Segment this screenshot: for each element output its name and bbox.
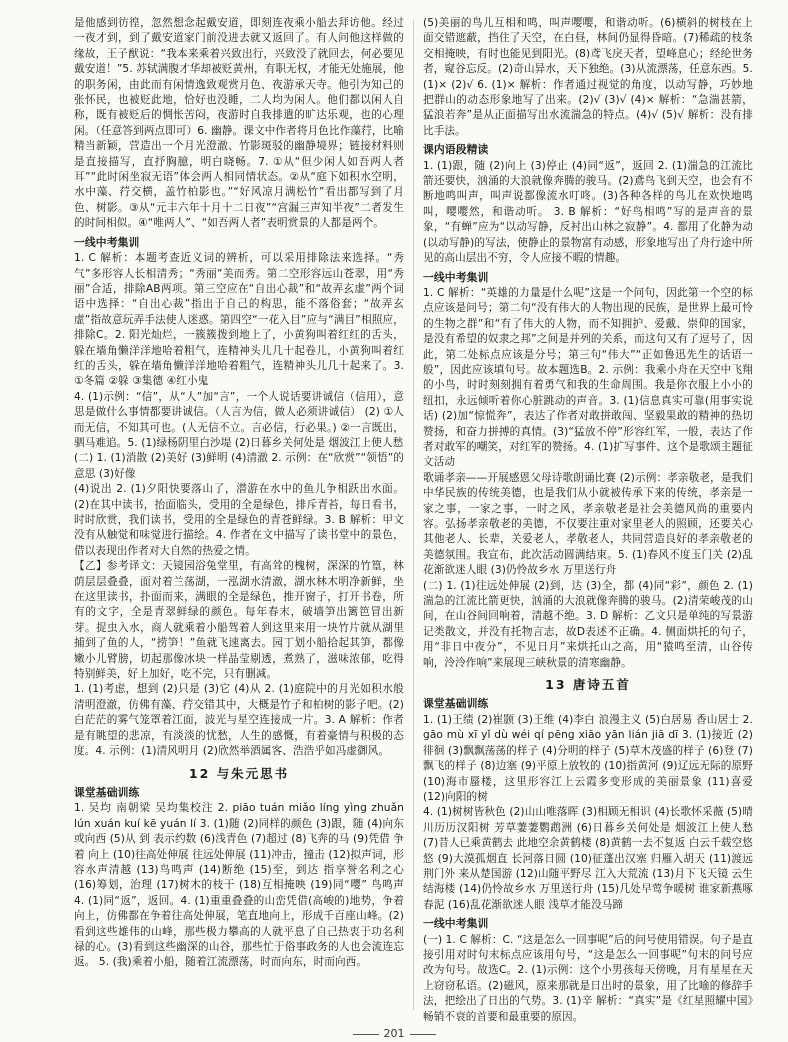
page-number: 201 xyxy=(383,1027,405,1040)
column-divider xyxy=(413,20,414,1010)
paragraph: 1. C 解析：本题考查近义词的辨析，可以采用排除法来选择。“秀气”多形容人长相清秀；“秀丽”美而秀。第二空形容远山苍翠，用“秀丽”合适，排除AB两项。第三空应在“自出心裁”和“故弄玄虚”两个词语中选择：“自出心裁”指出于自己的构思，能不落俗套；“故弄玄虚”指故意玩弄手法使人迷惑。第四空“一花入目”应与“满目”相照应，排除C。2. 阳光灿烂，一簇簇拨到地上了，小黄狗叫着红红的舌头，躲在墙角懒洋洋地哈着粗气，连精神头儿几十起卷儿，小黄狗叫着红红的舌头，躲在墙角懒洋洋地哈着粗气，连精神头儿几十起来了。3. ①冬篇 ②躲 ③集德 ④红小鬼 xyxy=(74,252,404,388)
page-number-footer xyxy=(0,1027,788,1040)
paragraph: 1. C 解析：“英雄的力量是什么呢”这是一个问句，因此第一个空的标点应该是问号；第二句“没有伟大的人物出现的民族，是世界上最可怜的生物之群”和“有了伟大的人物，而不知拥护、爱戴、崇仰的国家，是没有希望的奴隶之邦”之间是并列的关系，而这句又有了逗号了，因此，第二处标点应该是分号；第三句“伟大”“正如鲁迅先生的话语一般”，因此应该填句号。故本题选B。2. 示例：我乘小舟在天空中飞翔的小鸟，时时刻刻拥有着勇气和我的生命周围。我是你衣服上小小的纽扣，永远倾听着你心脏跳动的声音。3. (1)信息真实可靠(用事实说话) (2)加“惊慌奔”，表达了作者对敢拼敢闯、坚毅果敢的精神的热切赞扬，和奋力拼搏的真情。(3)“猛放不停”形容红军，一般，表达了作者对敢军的嘲笑，对红军的赞扬。4. (1)扩写事件、这个是歌颂主题征文活动 xyxy=(423,286,753,469)
paragraph: 1. (1)考虑，想到 (2)只是 (3)它 (4)从 2. (1)庭院中的月光如积水般清明澄澈，仿佛有藻、荇交错其中，大概是竹子和柏树的影子吧。(2)白茫茫的雾气笼罩着江面，波光与星空连接成一片。3. A 解析：作者是有眺望的悲凉，有淡淡的忧愁，人生的感慨，有着豪情与积极的态度。4. 示例：(1)清风明月 (2)欣然举酒属客、浩浩乎如冯虚御风。 xyxy=(74,683,404,758)
paragraph: (一) 1. C 解析：C. “这是怎么一回事呢”后的问号使用错误。句子是直接引用对时句末标点应该用句号，“这是怎么一回事呢”句末的问号应改为句号。故选C。2. (1)示例：这个小男孩每天傍晚，月有星星在天上窃窃私语。(2)磁风，原来那就是日出时的景象，用了比喻的修辞手法，把绘出了日出的气势。3. (1)辛 解析：“真实”是《红星照耀中国》畅销不衰的首要和最重要的原因。 xyxy=(423,933,753,1023)
section-heading: 一线中考集训 xyxy=(423,270,489,284)
section-heading: 课堂基础训练 xyxy=(74,785,140,799)
paragraph: 1. (1)跟，随 (2)向上 (3)停止 (4)同“返”，返回 2. (1)湍急的江流比箭还要快，汹涌的大浪就像奔腾的骏马。(2)鳶鸟飞到天空，也会有不断地鸣叫声，叫声说都像流水叮咚。(3)各种各样的鸟儿在欢快地鸣叫，嘤嘤然，和谐动听。 3. B 解析：“好鸟相鸣”写的是声音的景象，“有蝉”应为“以动写静，反衬出山林之寂静”。4. 都用了化静为动(以动写静)的写法，使静止的景物富有动感，形象地写出了舟行途中所见的高山层出不穷，令人应接不暇的情趣。 xyxy=(423,159,753,265)
page-number-rule xyxy=(410,1034,436,1035)
paragraph: 4. (1)示例：“信”，从“人”加“言”，一个人说话要讲诚信（信用），意思是做什么事情都要讲诚信。（人言为信，做人必须讲诚信） (2) ①人而无信，不知其可也。(人无信不立。言必信，行必果。) ②一言既出，驷马难追。5. (1)绿杨阴里白沙堤 (2)日暮乡关何处是 烟波江上使人愁 xyxy=(74,390,404,449)
section-heading: 一线中考集训 xyxy=(423,917,489,931)
paragraph: 歌诵孝亲——开展感恩父母诗歌朗诵比赛 (2)示例：孝亲敬老，是我们中华民族的传统美德，也是我们从小就被传承下来的传统，孝亲是一家之事，一家之事，一时之风，孝亲敬老是社会美德风尚的重要内容。弘扬孝亲敬老的美德，不仅要注重对家里老人的照顾，还要关心其他老人、长辈，关爱老人，孝敬老人，共同营造良好的孝亲敬老的美德氛围。我宣布，此次活动圆满结束。5. (1)春风不度玉门关 (2)乱花渐欲迷人眼 (3)仍怜故乡水 万里送行舟 xyxy=(423,471,753,577)
paragraph: 是他感到彷徨，忽然想念起戴安道，即刻连夜乘小船去拜访他。经过一夜才到，到了戴安道家门前没进去就又返回了。有人问他这样做的缘故，王子猷说：“我本来乘着兴致出行，兴致没了就回去，何必要见戴安道！”5. 苏轼满腹才华却被贬黄州，有职无权，才能无处施展，他的职务闲，由此而有闲情逸致观赏月色、夜游承天寺。他引为知己的张怀民，也被贬此地，恰好也没睡，二人均为闲人。他们都以闲人自称，既有被贬后的惆怅苦闷，夜游时自我排遣的旷达乐观，也的心理闲。（任意答到两点即可）6. 幽静。课文中作者将月色比作藻荇，比喻精当新颖，营造出一个月光澄澈、竹影斑驳的幽静境界；链接材料则是直接描写，直抒胸臆，明白晓畅。7. ①从“但少闲人如吾两人者耳”“此时闲坐寂无语”体会两人相同情状态。②从“庭下如积水空明，水中藻、荇交横，盖竹柏影也。”“好风凉月满松竹”看出都写到了月色、树影。③从“元丰六年十月十二日夜”“宫漏三声知半夜”二者发生的时间相似。④“唯两人”、“如吾两人者”表明赏景的人都是两个。 xyxy=(74,17,404,230)
section-heading: 一线中考集训 xyxy=(74,235,140,249)
lesson-title: 12 与朱元思书 xyxy=(188,765,290,781)
paragraph: 4. (1)树树皆秋色 (2)山山唯落晖 (3)相顾无相识 (4)长歌怀采薇 (5)晴川历历汉阳树 芳草萋萋鹦鹉洲 (6)日暮乡关何处是 烟波江上使人愁 (7)昔人已乘黄鹤去 此地空余黄鹤楼 (8)黄鹤一去不复返 白云千载空悠悠 (9)大漠孤烟直 长河落日圆 (10)征蓬出汉塞 归雁入胡天 (11)渡远荆门外 来从楚国游 (12)山随平野尽 江入大荒流 (13)月下飞天镜 云生结海楼 (14)仍怜故乡水 万里送行舟 (15)几处早莺争暖树 谁家新燕啄春泥 (16)乱花渐欲迷人眼 浅草才能没马蹄 xyxy=(423,806,753,911)
left-column xyxy=(74,16,404,971)
section-heading: 课堂基础训练 xyxy=(423,697,489,711)
section-heading: 课内语段精读 xyxy=(423,143,489,157)
paragraph: 【乙】参考译文：天镜园浴兔堂里，有高耸的槐树，深深的竹篁，林荫层层叠叠，面对着兰荡湖，一泓湖水清澈，湖水林木明净新鲜，坐在这里读书，扑面而来，满眼的全是绿色，推开窗子，打开书卷，所有的文字，全是青翠鲜绿的颜色。每年春末，破墙笋出篱笆冒出新芽。捉虫入水，商人就乘着小船驾着人到这里来用一块竹片就从湖里捕到了鱼的人，“捞笋！”鱼就飞速离去。园丁划小船拾起其笋，都像嫩小儿臂膀，切起那像冰块一样晶莹剔透，煮熟了，滋味浓郁，吃得特别鲜美，好上加好，吃不完，只有删减。 xyxy=(74,560,404,681)
paragraph: 1. (1)王绩 (2)崔颢 (3)王维 (4)李白 浪漫主义 (5)白居易 香山居士 2. gāo mù xī yǐ dù wéi qí pēng xiāo yān lián jiā dī 3. (1)接近 (2)徘徊 (3)飘飘荡荡的样子 (4)分明的样子 (5)草木茂盛的样子 (6)登 (7)飘飞的样子 (8)边塞 (9)平原上放牧的 (10)指黄河 (9)辽远无际的原野 (10)海市蜃楼，这里形容江上云霞多变形成的美丽景象 (11)喜爱 (12)向阳的树 xyxy=(423,713,753,803)
lesson-title: 13 唐诗五首 xyxy=(545,677,631,693)
right-column xyxy=(423,16,753,1023)
paragraph: (4)说出 2. (1)夕阳快要落山了，潜游在水中的鱼儿争相跃出水面。(2)在其中读书，抬面临头，受用的全是绿色，排斥青苔，每日看书，时时欣赏，我们读书，受用的全是绿色的青苍鲜绿。3. B 解析：甲文没有从触觉和味觉进行描绘。4. 作者在文中描写了读书堂中的景色，借以表现出作者对大自然的热爱之情。 xyxy=(74,483,404,557)
paragraph: (二) 1. (1)消散 (2)美好 (3)鲜明 (4)清澈 2. 示例：在“欣赏”“领悟”的意思 (3)好像 xyxy=(74,452,404,480)
paragraph: (二) 1. (1)往远处伸展 (2)到，达 (3)全，都 (4)同“彩”，颜色 2. (1)湍急的江流比箭更快，汹涌的大浪就像奔腾的骏马。(2)清荣峻茂的山间，在山谷间回响着，清越不绝。3. D 解析：乙文只是单纯的写景游记类散文，并没有托物言志，故D表述不正确。4. 侧面烘托的句子，用“非日中夜分”，不见日月”来烘托山之高，用“猿鸣至清，山谷传响，泠泠作响”来展现三峡秋景的清寒幽静。 xyxy=(423,579,753,669)
paragraph: 1. 吴均 南朝梁 吴均集校注 2. piāo tuán miǎo líng yìng zhuǎn lún xuán kuí kē yuán lí 3. (1)随 (2)同样的颜色 (3)跟，随 (4)向东或向西 (5)从 到 表示约数 (6)浅青色 (7)超过 (8)飞奔的马 (9)凭借 争着 向上 (10)往高处伸展 往远处伸展 (11)冲击，撞击 (12)拟声词，形容水声清越 (13)鸟鸣声 (14)断绝 (15)至，到达 指享誉名利之心 (16)筹划，治理 (17)树木的枝干 (18)互相掩映 (19)同“嘤” 鸟鸣声 4. (1)同“返”，返回。4. (1)重重叠叠的山峦凭借(高峻的)地势，争着向上，仿佛都在争着往高处伸展，笔直地向上，形成千百座山峰。(2)看到这些雄伟的山峰，那些极力攀高的人就平息了自己热衷于功名利禄的心。(3)看到这些幽深的山谷，那些忙于俗事政务的人也会流连忘返。 5. (我)乘着小船，随着江流漂荡，时而向东，时而向西。 xyxy=(74,802,404,969)
paragraph: (5)美丽的鸟儿互相和鸣，叫声嘤嘤，和谐动听。(6)横斜的树枝在上面交错遮蔽，挡住了天空，在白昼，林间仍显得昏暗。(7)稀疏的枝条交相掩映，有时也能见到阳光。(8)鸢飞戾天者，望峰息心；经纶世务者，窥谷忘反。(2)奇山异水，天下独绝。(3)从流漂荡，任意东西。5. (1)× (2)√ 6. (1)× 解析：作者通过视觉的角度，以动写静，巧妙地把群山的动态形象地写了出来。(2)√ (3)√ (4)× 解析：“急湍甚箭，猛浪若奔”是从正面描写出水流湍急的特点。(4)√ (5)√ 解析：没有排比手法。 xyxy=(423,17,753,137)
page-number-rule xyxy=(353,1034,379,1035)
